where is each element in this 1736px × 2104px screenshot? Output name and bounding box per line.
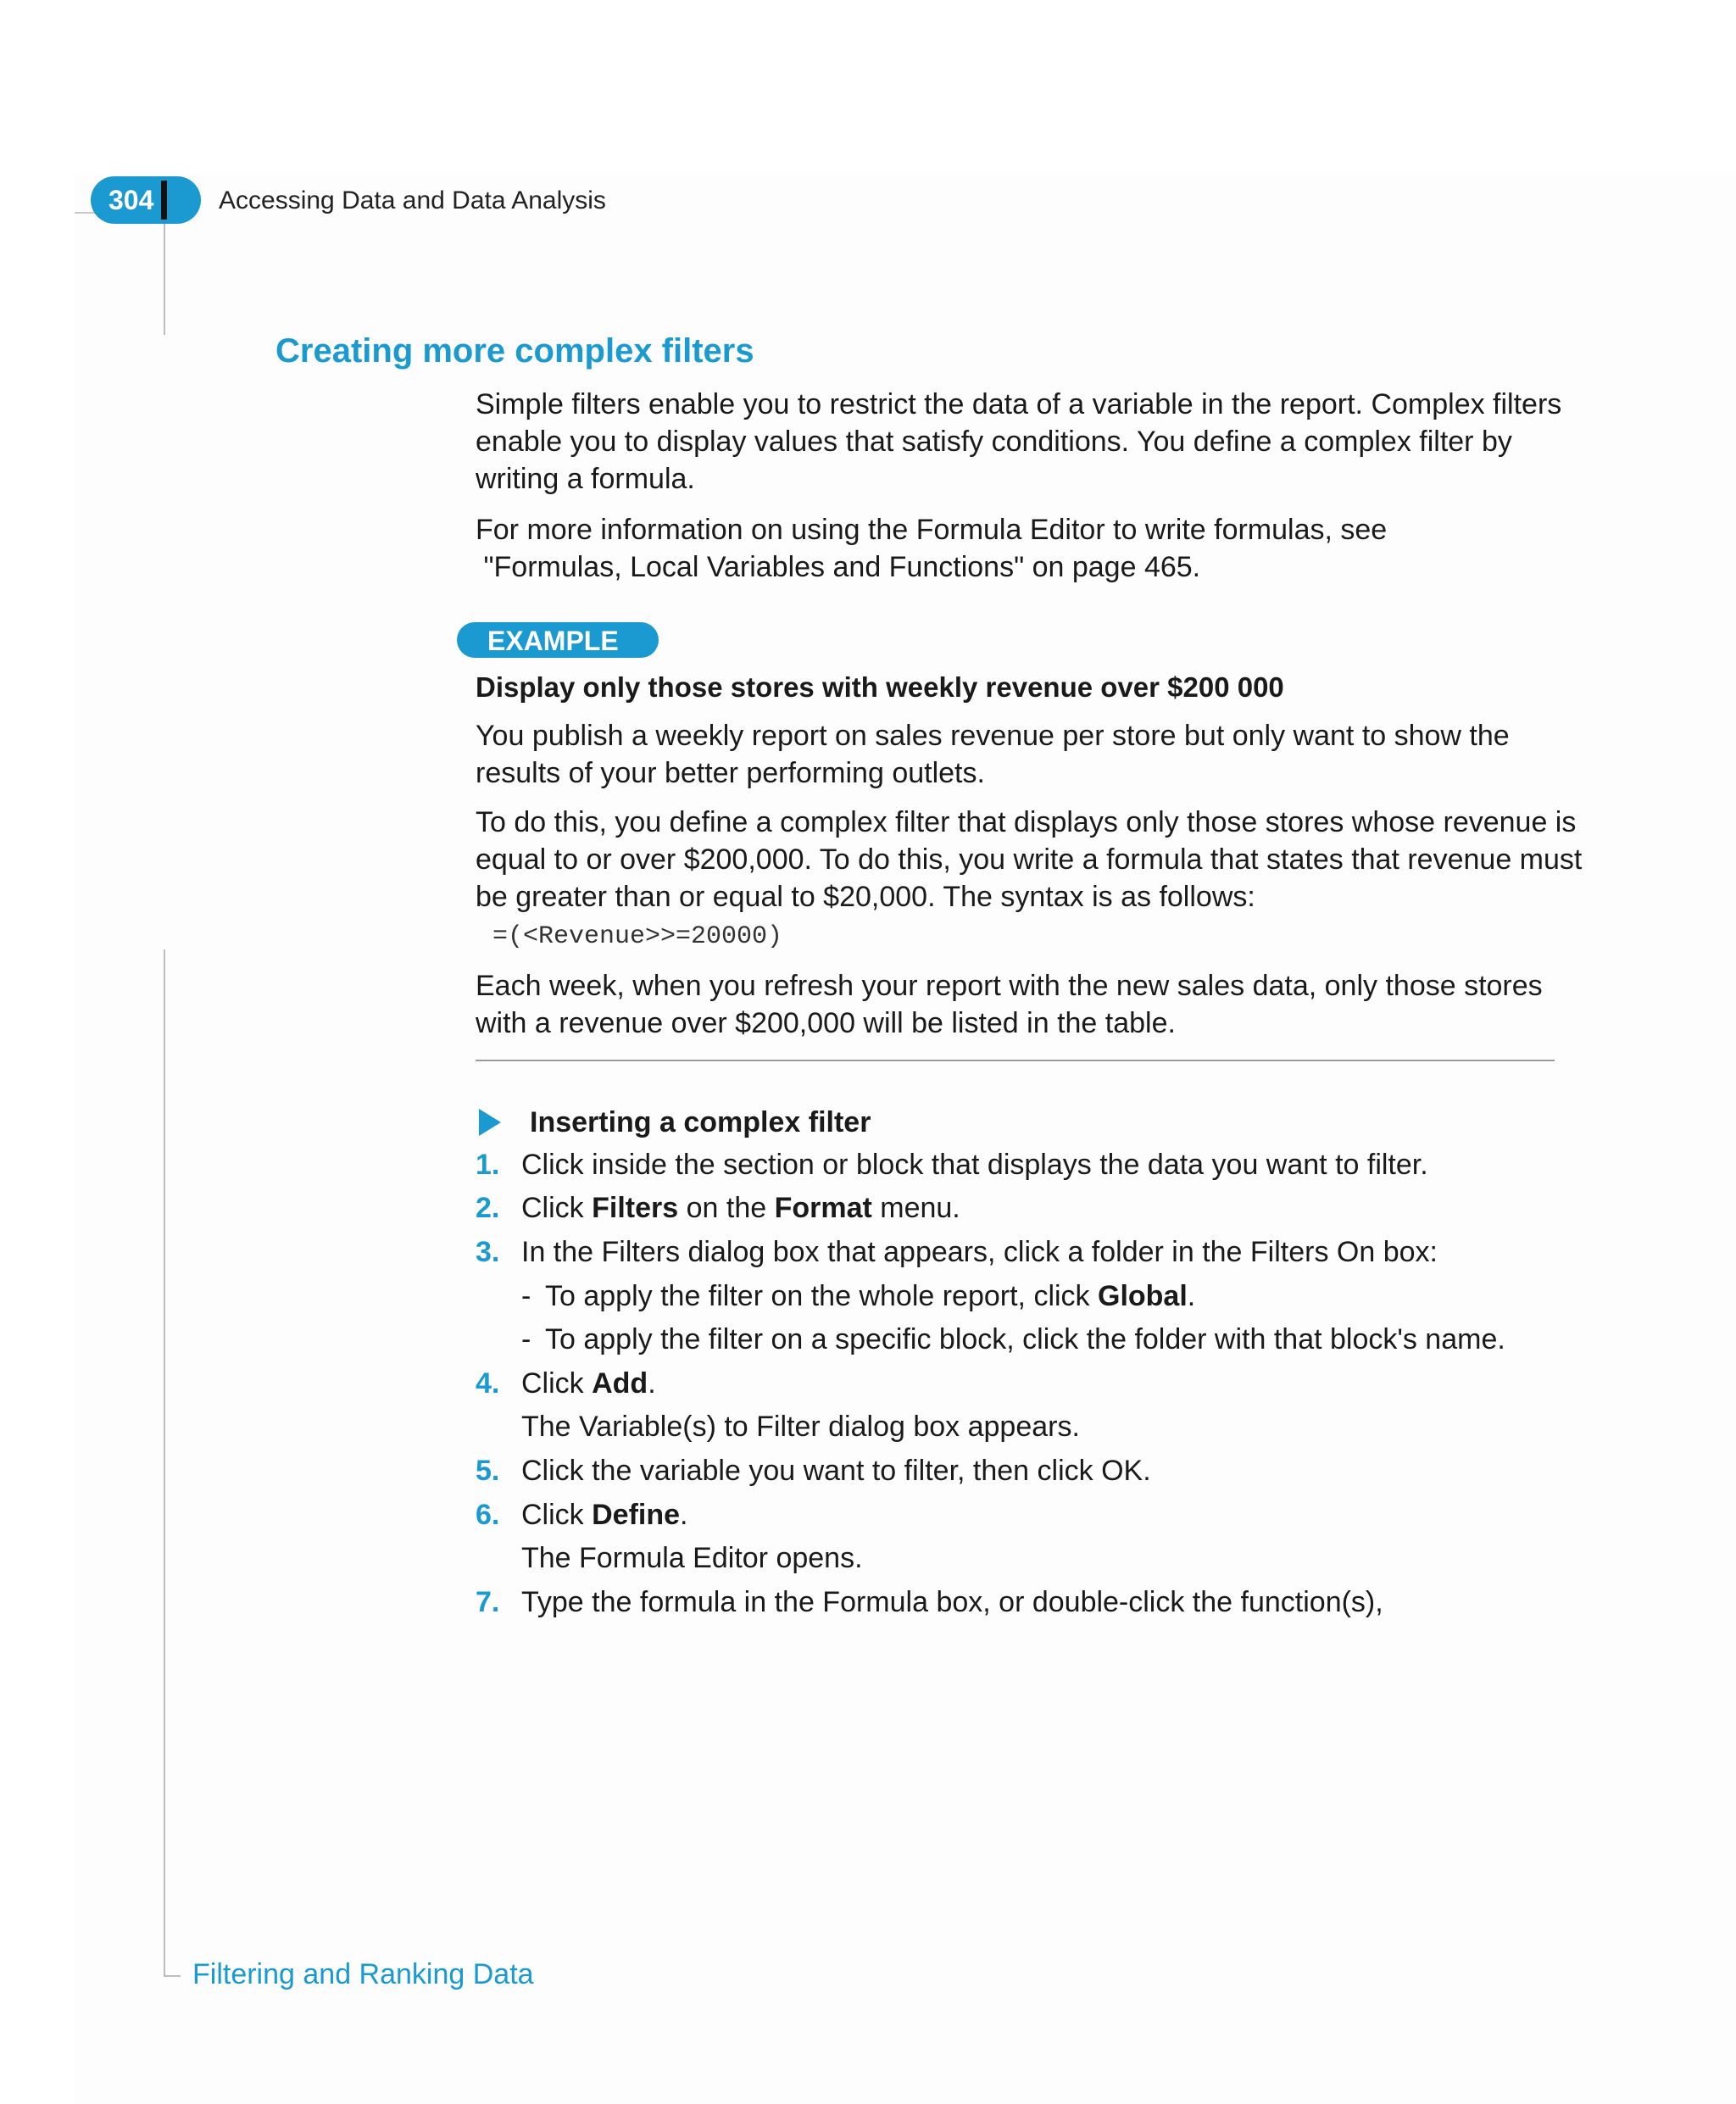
sub-bullet-text: To apply the filter on a specific block, click the folder with that block's name.: [545, 1323, 1505, 1355]
intro-paragraph-1: Simple filters enable you to restrict the data of a variable in the report. Complex filters enable you to display values that satisfy conditions. You define a complex filter by writing a formula.: [476, 388, 1562, 495]
step-text-part: menu.: [871, 1192, 960, 1224]
step-text: [521, 1365, 656, 1402]
intro-paragraph-2-line-1: For more information on using the Formula Editor to write formulas, see: [476, 514, 1388, 546]
step-number: 4.: [476, 1367, 500, 1400]
margin-rule-bottom: [164, 949, 165, 1977]
step-number: 5.: [476, 1455, 500, 1487]
step-note: The Variable(s) to Filter dialog box appears.: [521, 1411, 1080, 1443]
step-text-part: Click: [521, 1367, 593, 1400]
procedure-title: Inserting a complex filter: [530, 1106, 871, 1138]
sub-bullet-dash: -: [521, 1280, 531, 1312]
sub-bullet-text: [545, 1277, 1195, 1315]
menu-item-name: Filters: [592, 1192, 679, 1224]
step-text: Click inside the section or block that displays the data you want to filter.: [521, 1149, 1428, 1181]
step-number: 1.: [476, 1149, 500, 1181]
formula-code: =(<Revenue>>=20000): [492, 922, 783, 951]
example-paragraph-2: To do this, you define a complex filter that displays only those stores whose revenue is equal to or over $200,000. To do this, you write a formula that states that revenue must be greater than or equal to $20,000. The syntax is as follows:: [476, 806, 1583, 913]
page-number: 304: [108, 185, 154, 215]
menu-name: Format: [774, 1192, 872, 1224]
option-name: Global: [1098, 1280, 1188, 1312]
sub-bullet-dash: -: [521, 1323, 531, 1355]
sub-bullet-part: .: [1187, 1280, 1196, 1312]
example-divider: [476, 1060, 1555, 1061]
step-text-part: .: [680, 1499, 688, 1531]
step-note: The Formula Editor opens.: [521, 1542, 863, 1574]
sub-bullet-part: To apply the filter on the whole report, click: [545, 1280, 1098, 1312]
footer-chapter-title: Filtering and Ranking Data: [192, 1958, 534, 1990]
step-text: [521, 1189, 960, 1227]
section-title: Creating more complex filters: [275, 332, 754, 370]
step-text: [521, 1496, 687, 1533]
step-text: In the Filters dialog box that appears, click a folder in the Filters On box:: [521, 1236, 1438, 1268]
button-name: Define: [592, 1499, 681, 1531]
page-number-bar: [161, 181, 167, 220]
example-paragraph-3: Each week, when you refresh your report with the new sales data, only those stores with a revenue over $200,000 will be listed in the table.: [476, 970, 1543, 1039]
triangle-right-icon: [479, 1109, 501, 1136]
running-head: Accessing Data and Data Analysis: [219, 186, 606, 214]
footer-rule: [164, 1975, 181, 1977]
example-title: Display only those stores with weekly revenue over $200 000: [476, 671, 1284, 703]
button-name: Add: [592, 1367, 648, 1400]
step-text-part: Click: [521, 1192, 593, 1224]
step-number: 7.: [476, 1586, 500, 1618]
step-text-part: Click: [521, 1499, 593, 1531]
step-text: Type the formula in the Formula box, or double-click the function(s),: [521, 1586, 1383, 1618]
step-number: 2.: [476, 1192, 500, 1224]
step-text-part: .: [648, 1367, 656, 1400]
step-number: 3.: [476, 1236, 500, 1268]
intro-paragraph-2-line-2: "Formulas, Local Variables and Functions" on page 465.: [476, 551, 1201, 583]
example-label: EXAMPLE: [487, 626, 619, 656]
example-paragraph-1: You publish a weekly report on sales revenue per store but only want to show the results of your better performing outlets.: [476, 720, 1510, 789]
step-number: 6.: [476, 1499, 500, 1531]
step-text-part: on the: [678, 1192, 775, 1224]
step-text: Click the variable you want to filter, then click OK.: [521, 1455, 1151, 1487]
